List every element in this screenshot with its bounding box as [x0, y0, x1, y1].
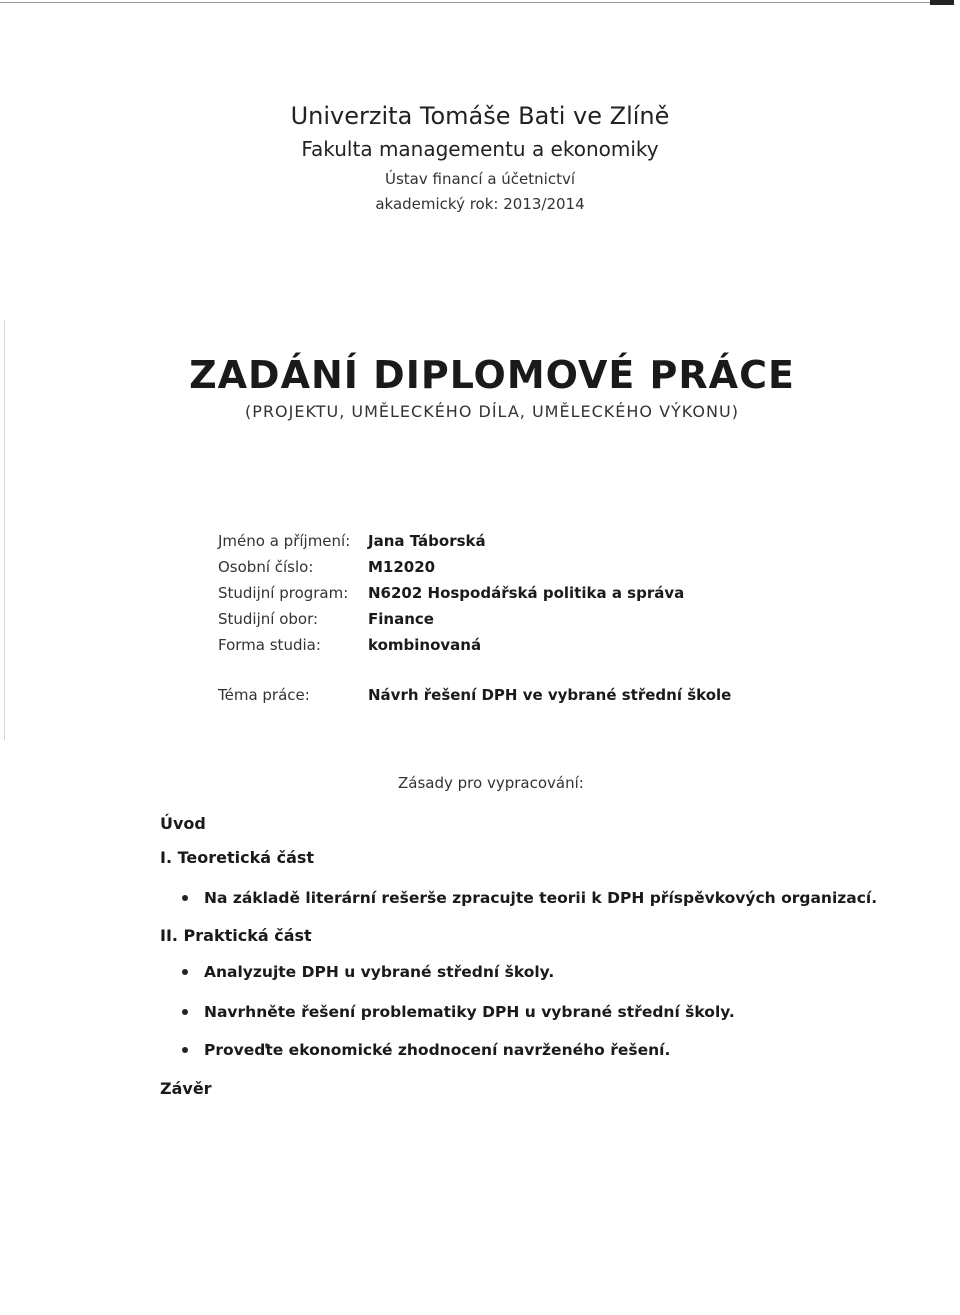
section-practical-part: II. Praktická část	[160, 926, 312, 945]
info-label: Jméno a příjmení:	[218, 532, 351, 550]
bullet-icon	[182, 1009, 188, 1015]
bullet-text: Proveďte ekonomické zhodnocení navrženého řešení.	[204, 1041, 671, 1059]
info-value: kombinovaná	[368, 636, 482, 654]
info-row-study-form	[218, 632, 684, 658]
section-theoretical-part: I. Teoretická část	[160, 848, 315, 867]
bullet-text: Navrhněte řešení problematiky DPH u vybrané střední školy.	[204, 1003, 735, 1021]
info-label: Studijní program:	[218, 584, 349, 602]
bullet-item	[182, 963, 554, 981]
info-label: Osobní číslo:	[218, 558, 314, 576]
info-value: N6202 Hospodářská politika a správa	[368, 584, 685, 602]
bullet-text: Analyzujte DPH u vybrané střední školy.	[204, 963, 555, 981]
info-label: Forma studia:	[218, 636, 321, 654]
info-value: Jana Táborská	[368, 532, 486, 550]
section-intro: Úvod	[160, 814, 206, 833]
info-row-study-program	[218, 580, 684, 606]
bullet-icon	[182, 969, 188, 975]
bullet-item	[182, 889, 877, 907]
bullet-icon	[182, 895, 188, 901]
bullet-icon	[182, 1047, 188, 1053]
student-info	[218, 528, 684, 658]
document-header	[0, 100, 960, 216]
bullet-text: Na základě literární rešerše zpracujte teorii k DPH příspěvkových organizací.	[204, 889, 878, 907]
info-value: M12020	[368, 558, 436, 576]
section-conclusion: Závěr	[160, 1079, 212, 1098]
topic-value: Návrh řešení DPH ve vybrané střední škole	[368, 686, 732, 704]
scan-border-line	[0, 2, 930, 3]
title-block	[0, 352, 960, 424]
info-value: Finance	[368, 610, 434, 628]
info-row-study-field	[218, 606, 684, 632]
faculty-name: Fakulta managementu a ekonomiky	[301, 137, 659, 161]
document-title: ZADÁNÍ DIPLOMOVÉ PRÁCE	[189, 353, 795, 397]
document-subtitle: (PROJEKTU, UMĚLECKÉHO DÍLA, UMĚLECKÉHO VÝKONU)	[245, 402, 739, 421]
bullet-item	[182, 1003, 735, 1021]
university-name: Univerzita Tomáše Bati ve Zlíně	[290, 102, 670, 130]
academic-year: akademický rok: 2013/2014	[375, 195, 585, 213]
info-label: Studijní obor:	[218, 610, 319, 628]
principles-heading: Zásady pro vypracování:	[398, 774, 584, 792]
institute-name: Ústav financí a účetnictví	[384, 170, 576, 188]
scan-corner-mark	[930, 0, 954, 5]
bullet-item	[182, 1041, 670, 1059]
info-row-personal-number	[218, 554, 684, 580]
thesis-topic	[218, 686, 731, 704]
info-row-name	[218, 528, 684, 554]
topic-label: Téma práce:	[218, 686, 310, 704]
